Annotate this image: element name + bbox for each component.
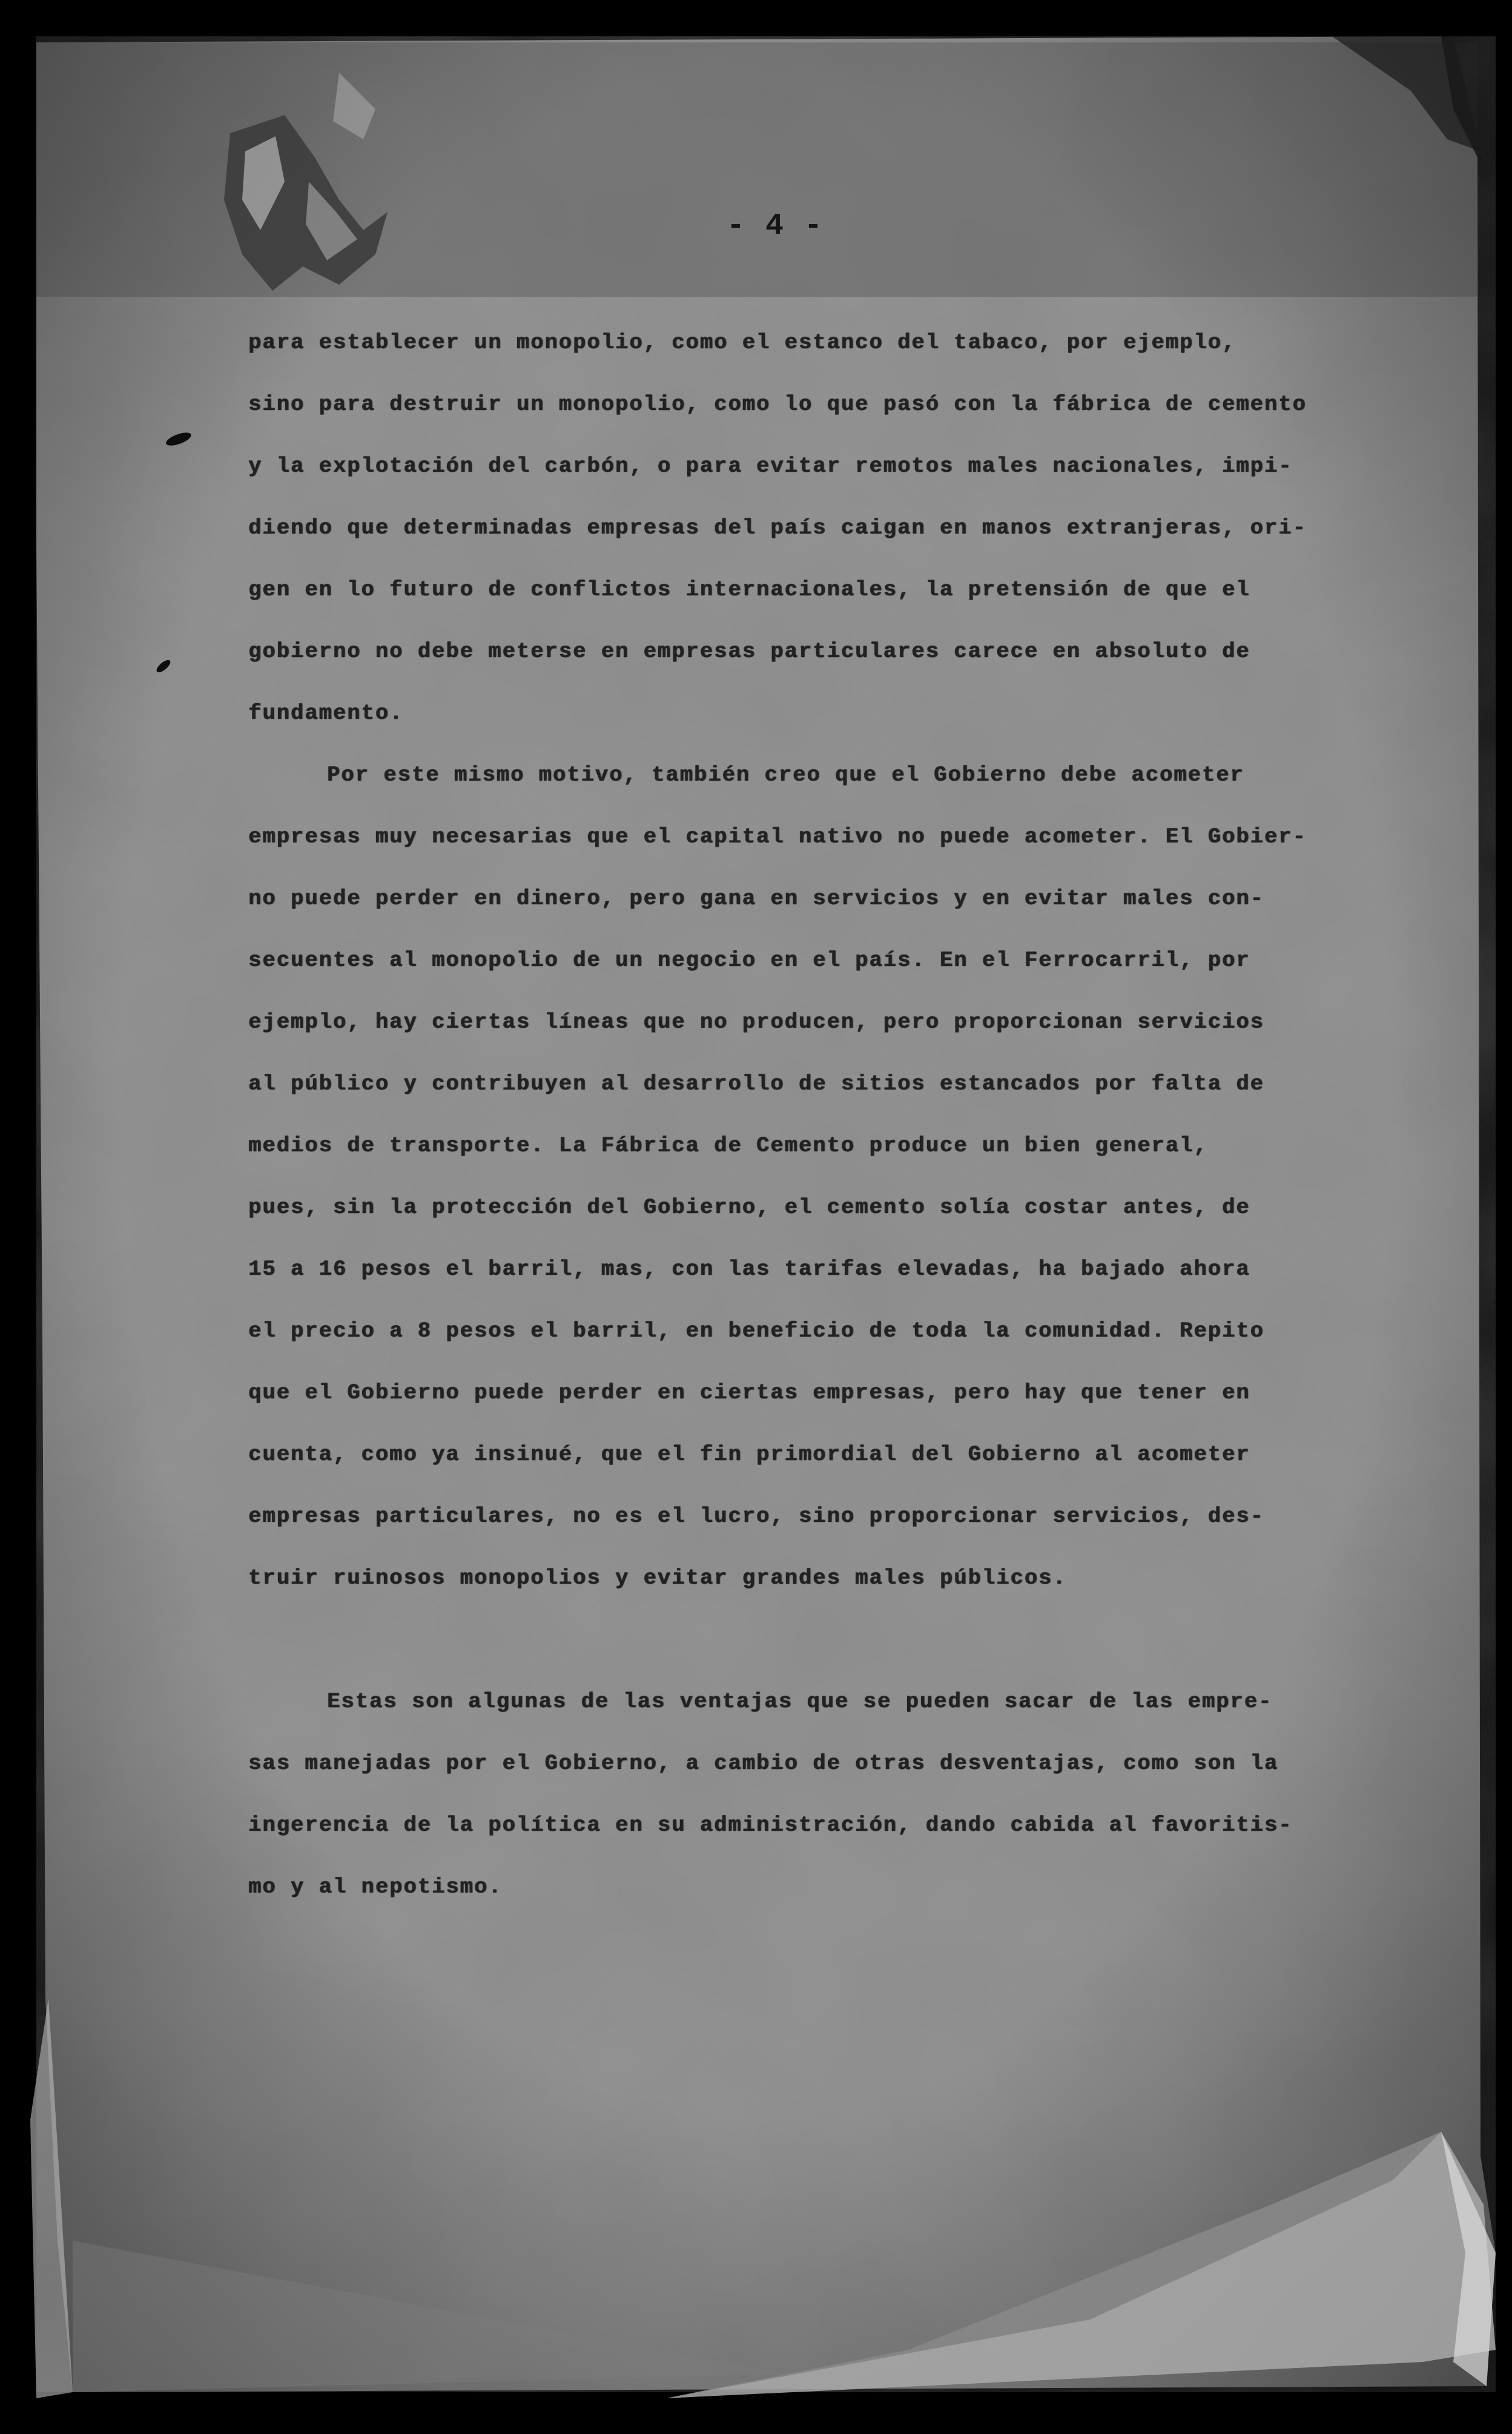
text-line: el precio a 8 pesos el barril, en beneficio de toda la comunidad. Repito bbox=[248, 1318, 1264, 1343]
text-line: ingerencia de la política en su administración, dando cabida al favoritis- bbox=[248, 1813, 1293, 1837]
text-line: secuentes al monopolio de un negocio en el país. En el Ferrocarril, por bbox=[248, 948, 1250, 973]
text-line: 15 a 16 pesos el barril, mas, con las tarifas elevadas, ha bajado ahora bbox=[248, 1257, 1250, 1281]
text-line: Por este mismo motivo, también creo que el Gobierno debe acometer bbox=[327, 762, 1244, 787]
text-line: empresas particulares, no es el lucro, sino proporcionar servicios, des- bbox=[248, 1504, 1264, 1529]
paragraph-3 bbox=[248, 1671, 1381, 1918]
paragraph-2 bbox=[248, 744, 1381, 1671]
text-line: Estas son algunas de las ventajas que se pueden sacar de las empre- bbox=[327, 1689, 1273, 1714]
text-line: no puede perder en dinero, pero gana en servicios y en evitar males con- bbox=[248, 886, 1264, 911]
typed-body-text bbox=[248, 312, 1381, 1918]
text-line: al público y contribuyen al desarrollo de sitios estancados por falta de bbox=[248, 1071, 1264, 1096]
text-line: truir ruinosos monopolios y evitar grandes males públicos. bbox=[248, 1566, 1067, 1590]
text-line: que el Gobierno puede perder en ciertas empresas, pero hay que tener en bbox=[248, 1380, 1250, 1405]
text-line: diendo que determinadas empresas del país caigan en manos extranjeras, ori- bbox=[248, 515, 1307, 540]
text-line: gobierno no debe meterse en empresas particulares carece en absoluto de bbox=[248, 639, 1250, 664]
text-line: sas manejadas por el Gobierno, a cambio de otras desventajas, como son la bbox=[248, 1751, 1279, 1776]
paragraph-1 bbox=[248, 312, 1381, 744]
text-line: fundamento. bbox=[248, 701, 404, 726]
text-line: ejemplo, hay ciertas líneas que no producen, pero proporcionan servicios bbox=[248, 1010, 1264, 1034]
text-line: medios de transporte. La Fábrica de Cemento produce un bien general, bbox=[248, 1133, 1208, 1158]
text-line: cuenta, como ya insinué, que el fin primordial del Gobierno al acometer bbox=[248, 1442, 1250, 1467]
text-line: empresas muy necesarias que el capital nativo no puede acometer. El Gobier- bbox=[248, 824, 1307, 849]
text-line: gen en lo futuro de conflictos internacionales, la pretensión de que el bbox=[248, 577, 1250, 602]
text-line: sino para destruir un monopolio, como lo que pasó con la fábrica de cemento bbox=[248, 392, 1307, 417]
text-line: para establecer un monopolio, como el estanco del tabaco, por ejemplo, bbox=[248, 330, 1236, 355]
text-line bbox=[248, 1609, 1381, 1671]
text-line: y la explotación del carbón, o para evitar remotos males nacionales, impi- bbox=[248, 454, 1293, 478]
text-line: pues, sin la protección del Gobierno, el cemento solía costar antes, de bbox=[248, 1195, 1250, 1220]
page-number: - 4 - bbox=[726, 209, 824, 243]
text-line: mo y al nepotismo. bbox=[248, 1874, 503, 1899]
